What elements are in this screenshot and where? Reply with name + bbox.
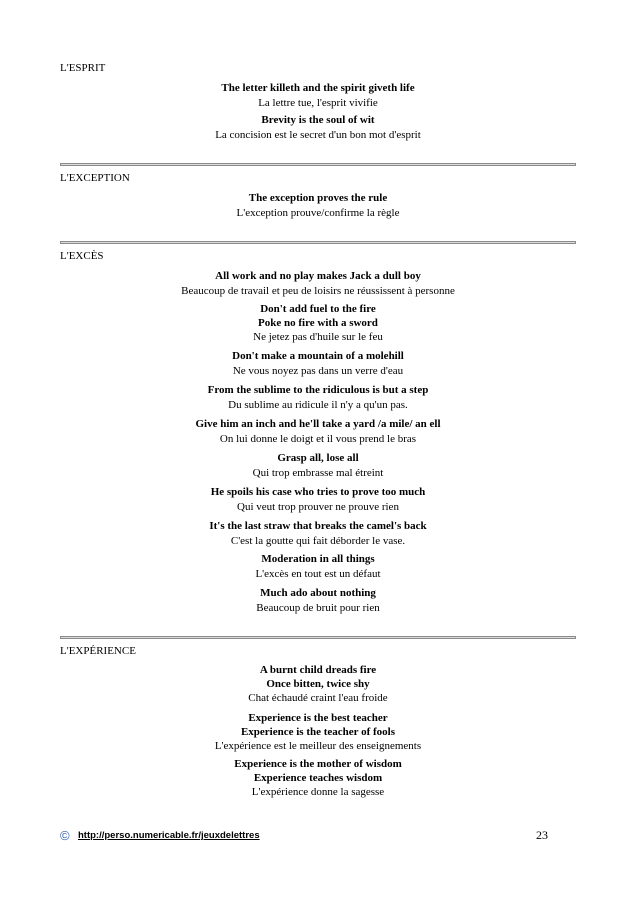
french-translation: Chat échaudé craint l'eau froide <box>248 692 388 704</box>
french-translation: Qui trop embrasse mal étreint <box>252 466 384 479</box>
english-proverb: Grasp all, lose all <box>277 452 359 464</box>
section-divider <box>60 163 576 166</box>
proverb-entry <box>60 664 576 705</box>
english-proverb: Give him an inch and he'll take a yard /a mile/ an ell <box>195 418 441 430</box>
copyright-icon: © <box>60 828 70 843</box>
french-translation: La lettre tue, l'esprit vivifie <box>258 96 378 109</box>
section-exces <box>60 250 576 263</box>
proverb-entry <box>60 384 576 412</box>
french-translation: La concision est le secret d'un bon mot d'esprit <box>215 128 421 141</box>
french-translation: Beaucoup de travail et peu de loisirs ne réussissent à personne <box>181 284 455 297</box>
english-proverb: Poke no fire with a sword <box>258 316 378 329</box>
english-proverb: Brevity is the soul of wit <box>261 114 375 126</box>
french-translation: L'expérience est le meilleur des enseignements <box>214 740 422 752</box>
english-proverb: Experience teaches wisdom <box>253 771 383 784</box>
section-heading: L'EXPÉRIENCE <box>60 645 136 657</box>
french-translation: L'exception prouve/confirme la règle <box>236 206 400 219</box>
english-proverb: Once bitten, twice shy <box>266 677 370 690</box>
section-exception <box>60 172 576 185</box>
proverb-entry <box>60 520 576 548</box>
section-heading: L'ESPRIT <box>60 62 106 74</box>
section-divider <box>60 636 576 639</box>
french-translation: Beaucoup de bruit pour rien <box>256 601 380 614</box>
english-proverb: Don't make a mountain of a molehill <box>232 350 404 362</box>
section-esprit <box>60 62 576 75</box>
english-proverb: It's the last straw that breaks the camel's back <box>209 520 427 532</box>
english-proverb: Experience is the mother of wisdom <box>234 758 402 770</box>
english-proverb: Moderation in all things <box>261 553 375 565</box>
english-proverb: The exception proves the rule <box>248 192 388 204</box>
english-proverb: He spoils his case who tries to prove too much <box>210 486 426 498</box>
english-proverb: Don't add fuel to the fire <box>260 303 376 315</box>
french-translation: L'expérience donne la sagesse <box>251 786 385 798</box>
proverb-entry <box>60 418 576 446</box>
french-translation: Ne jetez pas d'huile sur le feu <box>253 331 383 343</box>
english-proverb: From the sublime to the ridiculous is but a step <box>207 384 429 396</box>
english-proverb: The letter killeth and the spirit giveth life <box>221 82 415 94</box>
website-link[interactable]: http://perso.numericable.fr/jeuxdelettres <box>78 830 260 841</box>
page-number: 23 <box>536 828 548 842</box>
proverb-entry <box>60 82 576 110</box>
french-translation: L'excès en tout est un défaut <box>255 567 381 580</box>
proverb-entry <box>60 192 576 220</box>
proverb-entry <box>60 587 576 615</box>
english-proverb: Experience is the best teacher <box>248 712 388 724</box>
french-translation: Qui veut trop prouver ne prouve rien <box>237 500 399 513</box>
section-heading: L'EXCÈS <box>60 250 104 262</box>
section-experience <box>60 645 576 658</box>
section-heading: L'EXCEPTION <box>60 172 130 184</box>
english-proverb: Experience is the teacher of fools <box>240 725 396 738</box>
proverb-entry <box>60 350 576 378</box>
proverb-entry <box>60 270 576 298</box>
proverb-entry <box>60 758 576 799</box>
proverb-entry <box>60 452 576 480</box>
french-translation: Du sublime au ridicule il n'y a qu'un pas. <box>228 398 408 411</box>
proverb-entry <box>60 114 576 142</box>
proverb-entry <box>60 553 576 581</box>
english-proverb: All work and no play makes Jack a dull boy <box>215 270 421 282</box>
french-translation: On lui donne le doigt et il vous prend le bras <box>219 432 417 445</box>
french-translation: C'est la goutte qui fait déborder le vase. <box>230 534 406 547</box>
english-proverb: A burnt child dreads fire <box>259 664 377 676</box>
proverb-entry <box>60 712 576 753</box>
page-footer <box>60 828 548 844</box>
english-proverb: Much ado about nothing <box>260 587 376 599</box>
french-translation: Ne vous noyez pas dans un verre d'eau <box>232 364 404 377</box>
proverb-entry <box>60 303 576 344</box>
proverb-entry <box>60 486 576 514</box>
section-divider <box>60 241 576 244</box>
